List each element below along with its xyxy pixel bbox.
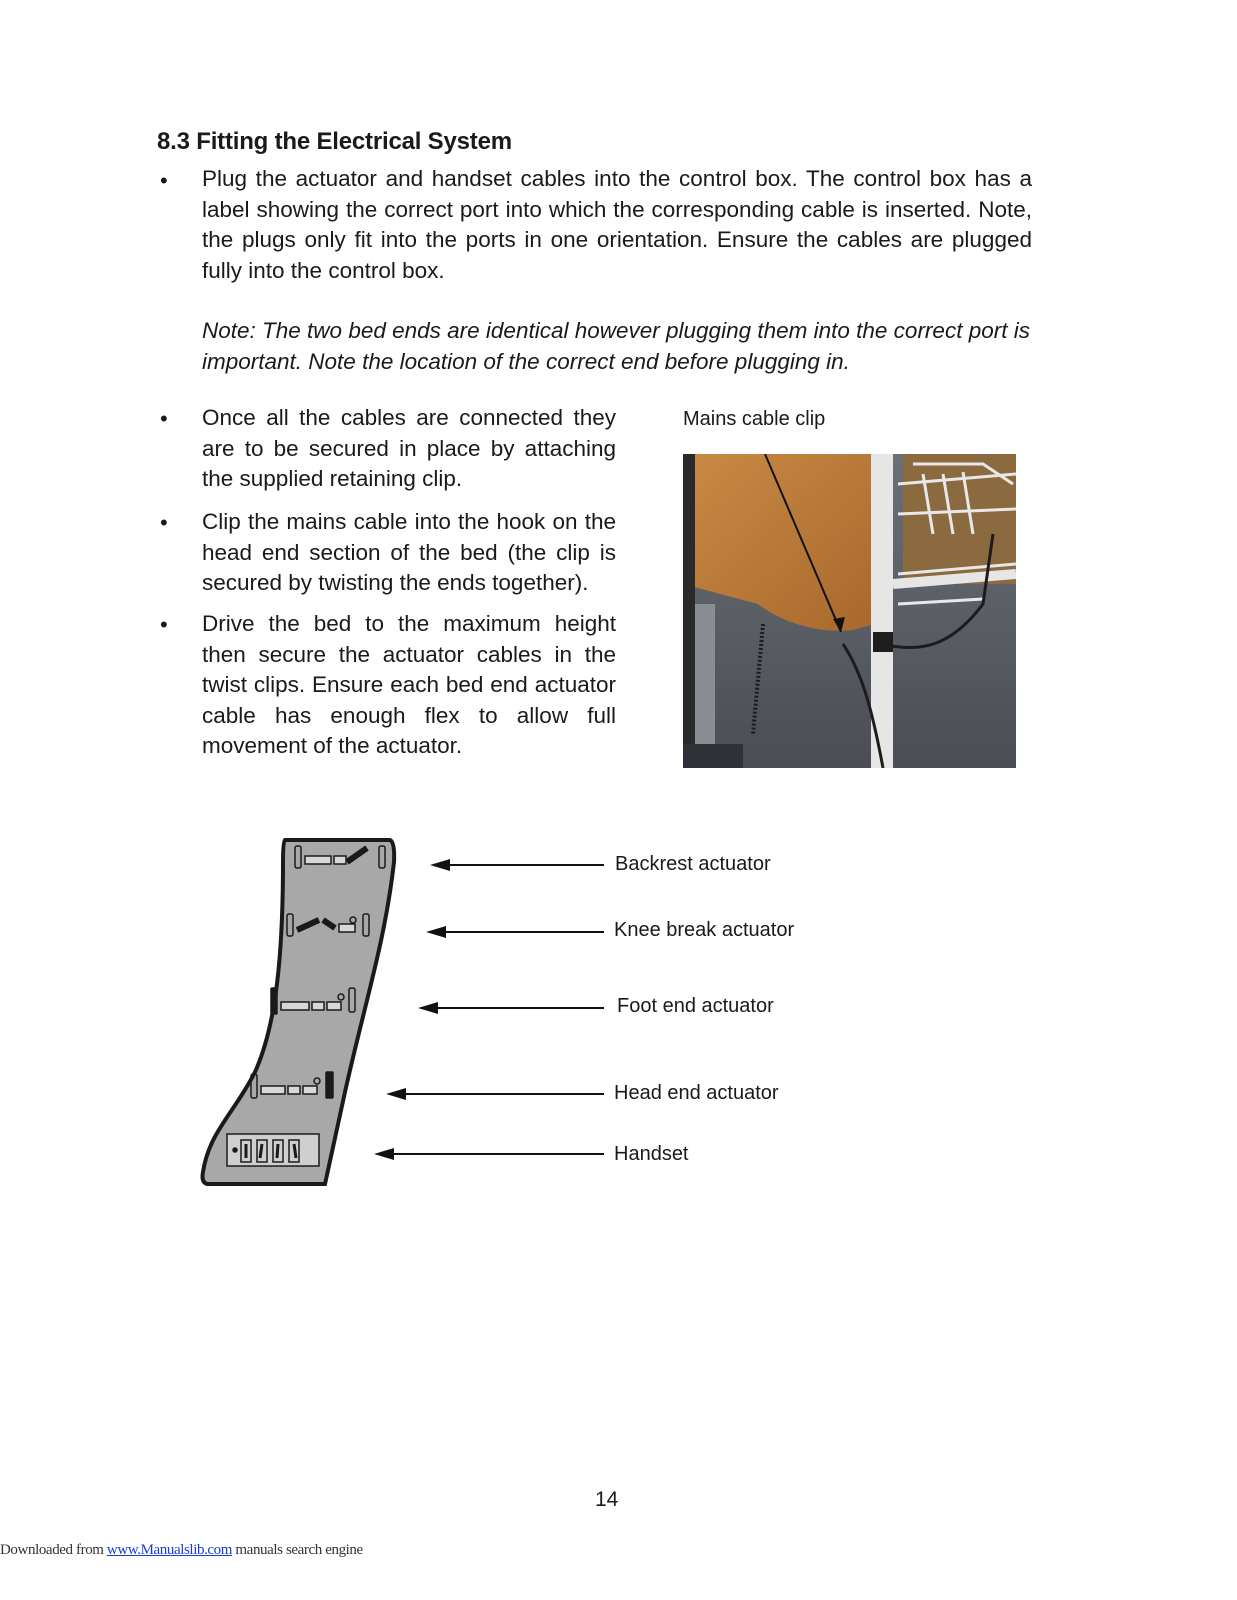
- label-foot-end-actuator: Foot end actuator: [617, 995, 774, 1017]
- bullet-point: •: [160, 168, 168, 193]
- port-handset: [227, 1134, 319, 1166]
- footer-suffix: manuals search engine: [232, 1542, 363, 1558]
- photo-caption: Mains cable clip: [683, 408, 826, 430]
- bullet-point: •: [160, 510, 168, 535]
- note-bed-ends: Note: The two bed ends are identical however plugging them into the correct port is important. Note the location of the correct end before plugging in.: [202, 318, 1030, 374]
- bullet-point: •: [160, 612, 168, 637]
- label-knee-break-actuator: Knee break actuator: [614, 919, 795, 941]
- bed-photo: [683, 454, 1016, 768]
- label-head-end-actuator: Head end actuator: [614, 1082, 779, 1104]
- footer-link[interactable]: www.Manualslib.com: [106, 1542, 233, 1558]
- footer: [0, 1542, 363, 1559]
- label-handset: Handset: [614, 1143, 689, 1165]
- paragraph-mains-cable: Clip the mains cable into the hook on the head end section of the bed (the clip is secured by twisting the ends together).: [202, 509, 616, 595]
- paragraph-plug-cables: Plug the actuator and handset cables into the control box. The control box has a label showing the correct port into which the corresponding cable is inserted. Note, the plugs only fit into the ports in one orientation. Ensure the cables are plugged fully into the control box.: [202, 166, 1032, 283]
- paragraph-actuator-cables: Drive the bed to the maximum height then secure the actuator cables in the twist clips. Ensure each bed end actuator cable has enough flex to allow full movement of the actuator.: [202, 611, 616, 758]
- page-number: 14: [595, 1488, 619, 1511]
- paragraph-retaining-clip: Once all the cables are connected they are to be secured in place by attaching the supplied retaining clip.: [202, 405, 616, 491]
- bullet-point: •: [160, 406, 168, 431]
- label-backrest-actuator: Backrest actuator: [615, 853, 771, 875]
- bed-photo-illustration: [683, 454, 1016, 768]
- section-title: 8.3 Fitting the Electrical System: [157, 128, 512, 155]
- footer-prefix: Downloaded from: [0, 1542, 107, 1558]
- diagram-arrows: [360, 840, 620, 1180]
